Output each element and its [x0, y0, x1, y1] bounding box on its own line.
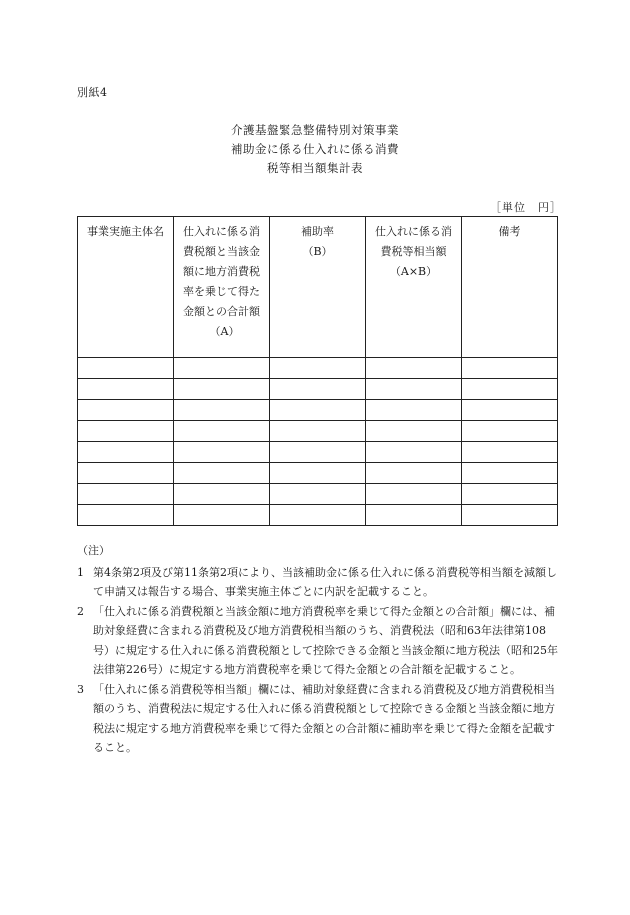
- table-cell[interactable]: [270, 379, 366, 400]
- header-text: 費税額と当該金: [183, 245, 260, 258]
- table-cell[interactable]: [366, 484, 462, 505]
- table-header-row: [78, 217, 558, 358]
- table-cell[interactable]: [78, 442, 174, 463]
- header-text: （A×B）: [389, 265, 438, 278]
- header-text: 事業実施主体名: [87, 225, 164, 238]
- header-text: 費税等相当額: [380, 245, 447, 258]
- header-text: 額に地方消費税: [183, 265, 260, 278]
- table-cell[interactable]: [174, 484, 270, 505]
- table-row: [78, 505, 558, 526]
- table-cell[interactable]: [270, 463, 366, 484]
- table-body: [78, 358, 558, 526]
- table-cell[interactable]: [78, 421, 174, 442]
- table-cell[interactable]: [174, 379, 270, 400]
- table-cell[interactable]: [78, 379, 174, 400]
- table-cell[interactable]: [462, 505, 558, 526]
- note-text: 「仕入れに係る消費税額と当該金額に地方消費税率を乗じて得た金額との合計額」欄には、補助対象経費に含まれる消費税及び地方消費税相当額のうち、消費税法（昭和63年法律第108号）に規定する仕入れに係る消費税額として控除できる金額と当該金額に地方税法（昭和25年法律第226号）に規定する地方消費税率を乗じて得た金額との合計額を記載すること。: [93, 604, 558, 676]
- table-cell[interactable]: [270, 505, 366, 526]
- table-cell[interactable]: [366, 463, 462, 484]
- document-title: [0, 121, 630, 178]
- header-entity-name: [78, 217, 174, 358]
- table-cell[interactable]: [462, 379, 558, 400]
- notes-heading: （注）: [77, 544, 110, 557]
- table-cell[interactable]: [78, 400, 174, 421]
- table-cell[interactable]: [78, 484, 174, 505]
- note-text: 第4条第2項及び第11条第2項により、当該補助金に係る仕入れに係る消費税等相当額を減額して申請又は報告する場合、事業実施主体ごとに内訳を記載すること。: [93, 565, 557, 598]
- table-row: [78, 400, 558, 421]
- table-cell[interactable]: [462, 400, 558, 421]
- header-text: 仕入れに係る消: [183, 225, 260, 238]
- table-row: [78, 442, 558, 463]
- table-cell[interactable]: [174, 400, 270, 421]
- table-cell[interactable]: [174, 421, 270, 442]
- table-cell[interactable]: [174, 463, 270, 484]
- table-cell[interactable]: [174, 442, 270, 463]
- table-row: [78, 421, 558, 442]
- table-cell[interactable]: [78, 358, 174, 379]
- tax-summary-table: [77, 216, 558, 526]
- header-text: 備考: [498, 225, 521, 238]
- table-cell[interactable]: [366, 358, 462, 379]
- table-cell[interactable]: [270, 400, 366, 421]
- header-text: 補助率: [301, 225, 334, 238]
- header-tax-equivalent-axb: [366, 217, 462, 358]
- note-number: 3: [77, 682, 84, 696]
- table-row: [78, 358, 558, 379]
- note-number: 2: [77, 604, 84, 618]
- table-cell[interactable]: [366, 379, 462, 400]
- header-text: 金額との合計額: [183, 305, 260, 318]
- note-item-1: [77, 563, 562, 602]
- table-cell[interactable]: [270, 442, 366, 463]
- notes-section: [77, 541, 562, 758]
- header-text: （B）: [302, 245, 333, 258]
- table-cell[interactable]: [78, 463, 174, 484]
- table-cell[interactable]: [78, 505, 174, 526]
- table-cell[interactable]: [366, 442, 462, 463]
- table-cell[interactable]: [174, 358, 270, 379]
- table-row: [78, 484, 558, 505]
- header-subsidy-rate-b: [270, 217, 366, 358]
- title-line-2: 補助金に係る仕入れに係る消費: [231, 142, 399, 156]
- header-remarks: [462, 217, 558, 358]
- table-cell[interactable]: [366, 400, 462, 421]
- table-cell[interactable]: [270, 421, 366, 442]
- header-text: 仕入れに係る消: [375, 225, 452, 238]
- table-cell[interactable]: [366, 505, 462, 526]
- table-row: [78, 463, 558, 484]
- title-line-3: 税等相当額集計表: [267, 161, 363, 175]
- note-number: 1: [77, 565, 84, 579]
- header-text: 率を乗じて得た: [183, 285, 260, 298]
- note-text: 「仕入れに係る消費税等相当額」欄には、補助対象経費に含まれる消費税及び地方消費税相当額のうち、消費税法に規定する仕入れに係る消費税額として控除できる金額と当該金額に地方税法に規定する地方消費税率を乗じて得た金額との合計額に補助率を乗じて得た金額を記載すること。: [93, 682, 555, 754]
- table-cell[interactable]: [366, 421, 462, 442]
- table-row: [78, 379, 558, 400]
- table-cell[interactable]: [462, 463, 558, 484]
- unit-label: ［単位 円］: [490, 201, 562, 214]
- form-identifier: 別紙4: [77, 86, 108, 99]
- table-cell[interactable]: [462, 484, 558, 505]
- header-text: （A）: [209, 325, 240, 338]
- table-cell[interactable]: [270, 484, 366, 505]
- table-cell[interactable]: [462, 421, 558, 442]
- table-cell[interactable]: [174, 505, 270, 526]
- title-line-1: 介護基盤緊急整備特別対策事業: [231, 123, 399, 137]
- table-cell[interactable]: [462, 442, 558, 463]
- table-cell[interactable]: [270, 358, 366, 379]
- note-item-2: [77, 602, 562, 680]
- header-tax-amount-a: [174, 217, 270, 358]
- note-item-3: [77, 680, 562, 758]
- table-cell[interactable]: [462, 358, 558, 379]
